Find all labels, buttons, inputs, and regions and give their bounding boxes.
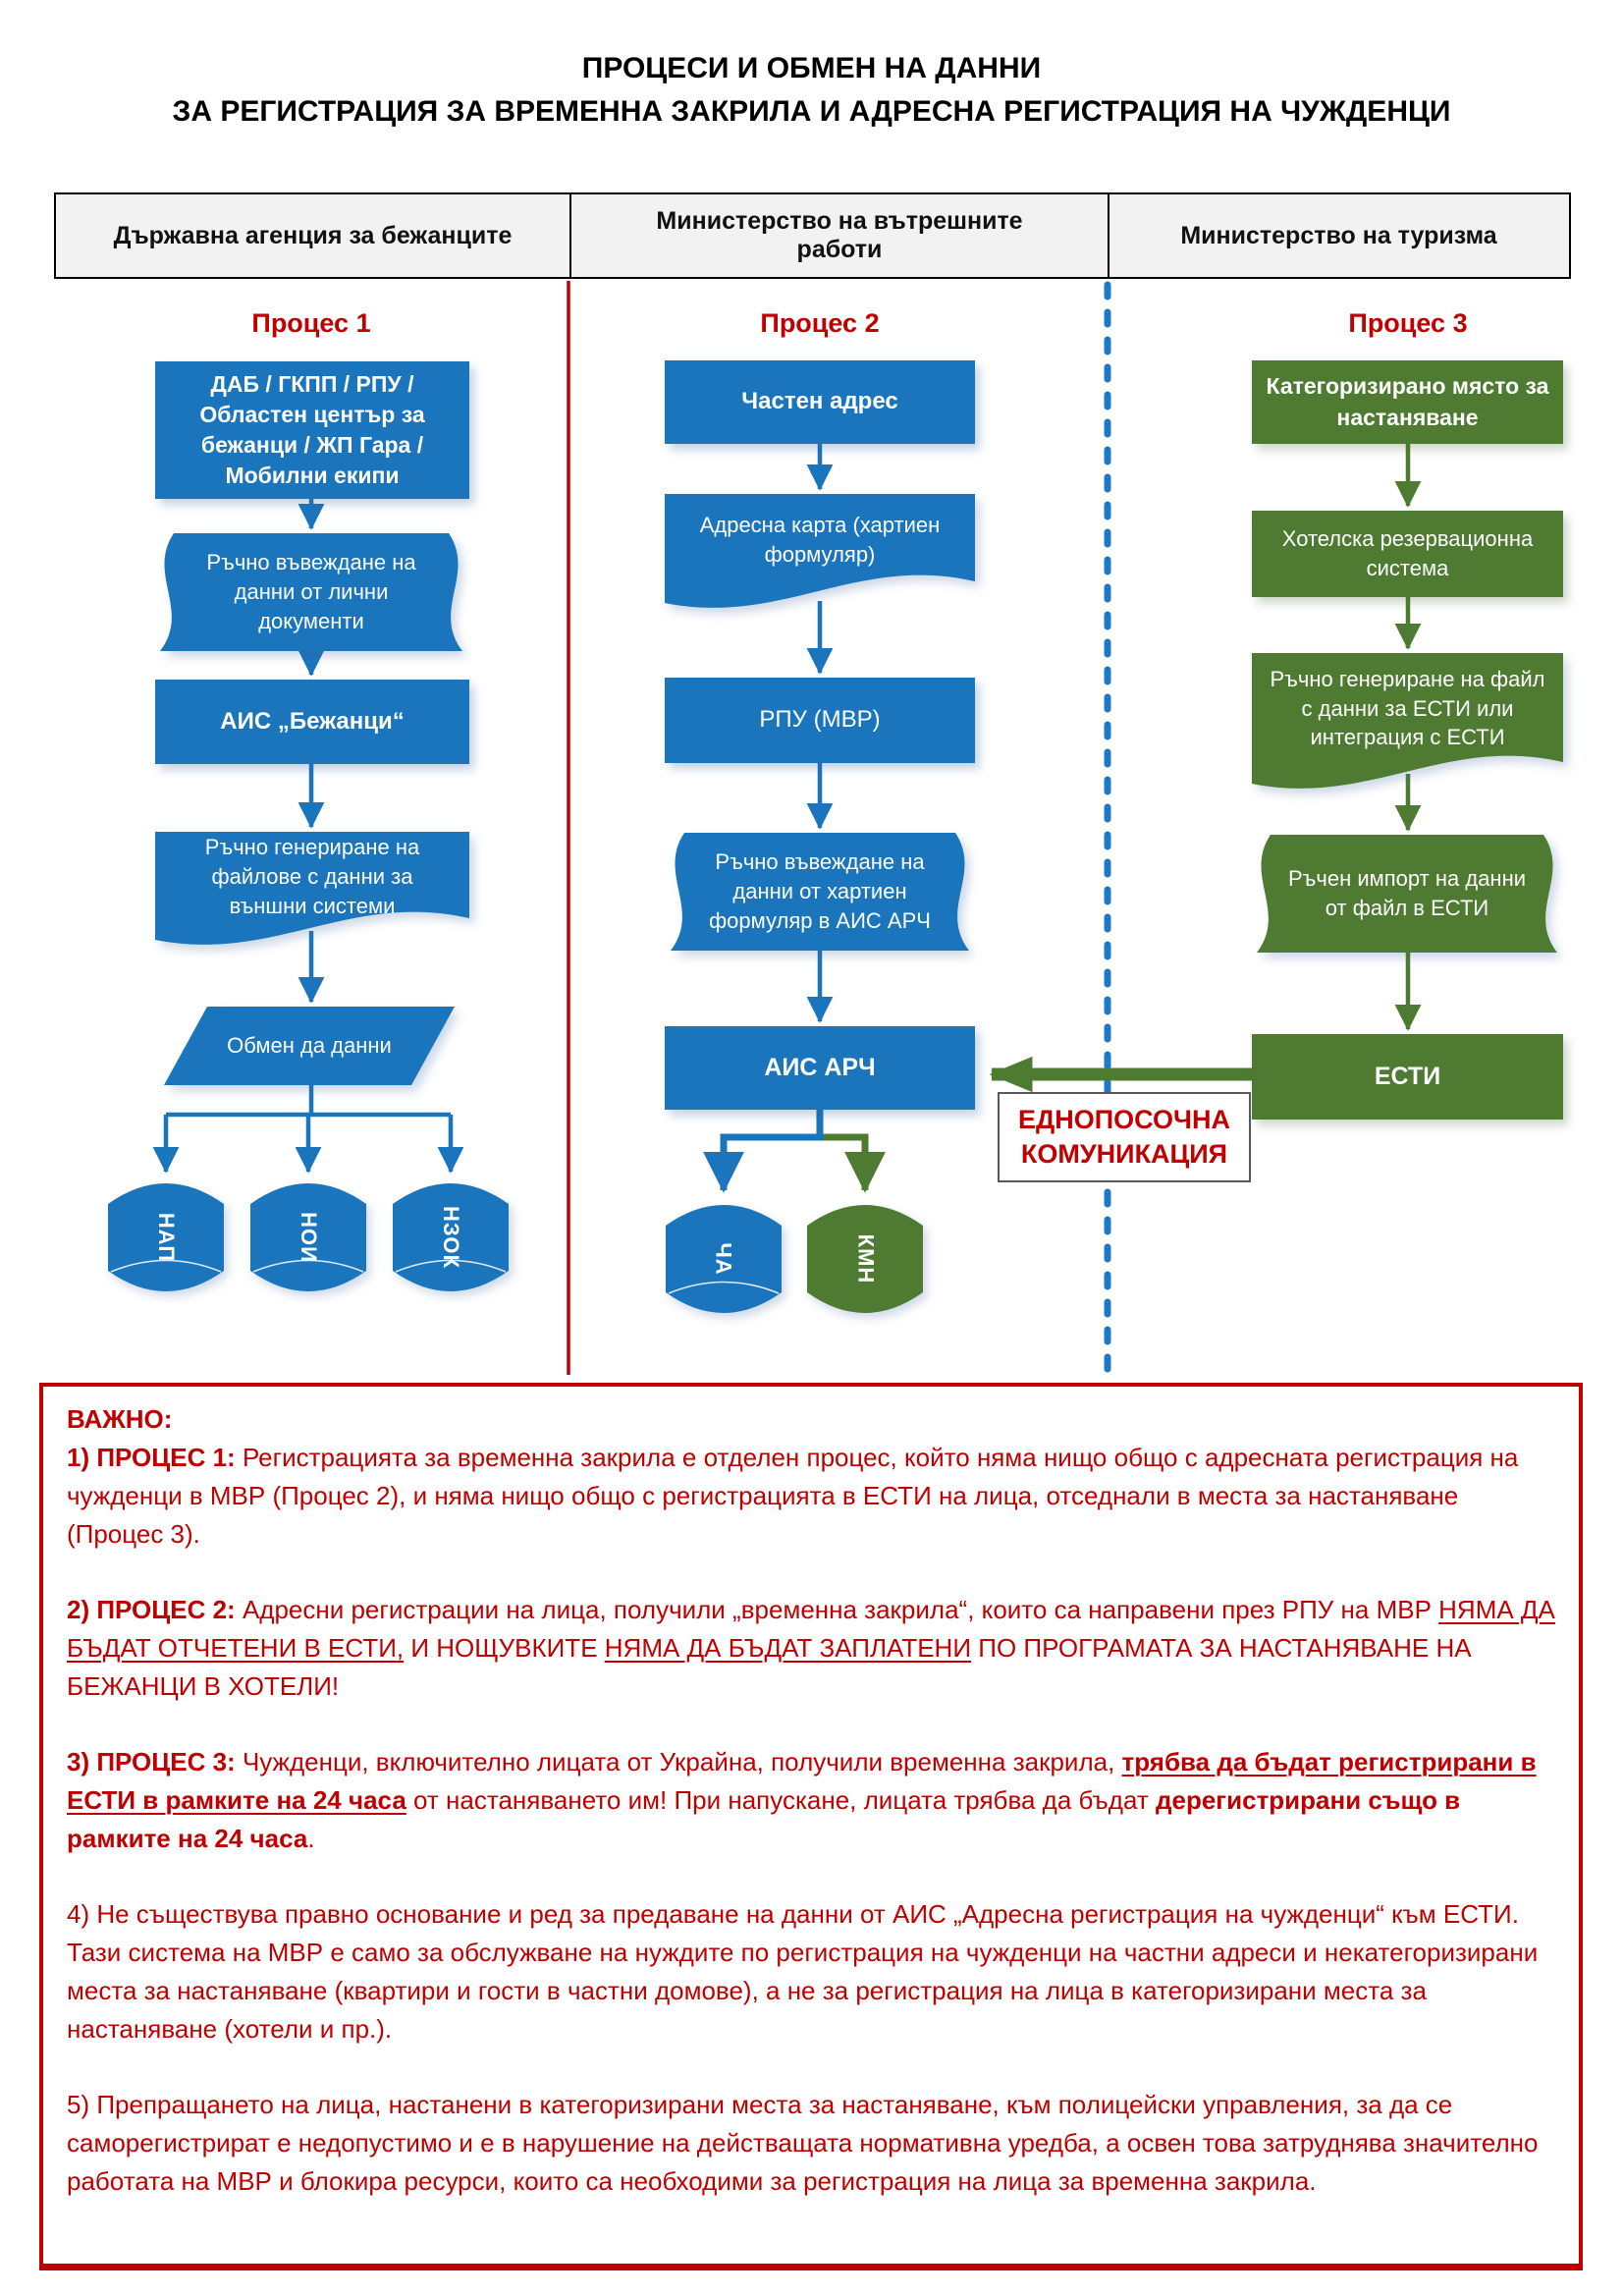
node-manual-file-generation (155, 832, 469, 948)
node-label: Ръчно въвеждане на данни от хартиен формуляр в АИС АРЧ (709, 849, 931, 933)
node-label: АИС „Бежанци“ (220, 707, 405, 735)
important-paragraph: 5) Препращането на лица, настанени в категоризирани места за настаняване, към полицейски управления, за да се саморегистрират е недопустимо и е в нарушение на действащата нормативна уредба, а освен това затруднява значително работата на МВР и блокира ресурси, които са необходими за регистрация на лица за временна закрила. (67, 2090, 1539, 2196)
db-label: КМН (853, 1233, 878, 1285)
node-ais-bezhantsi (155, 680, 469, 764)
node-dab-gkpp-rpu-sources (155, 361, 469, 499)
lane-label: Министерство на вътрешните работи (656, 207, 1023, 263)
db-noi (250, 1178, 366, 1296)
node-rpu-mvr (665, 678, 975, 763)
node-label: Частен адрес (741, 388, 898, 415)
lane-header-tourism-ministry (1108, 194, 1568, 277)
page-title-line2: ЗА РЕГИСТРАЦИЯ ЗА ВРЕМЕННА ЗАКРИЛА И АДРЕСНА РЕГИСТРАЦИЯ НА ЧУЖДЕНЦИ (172, 94, 1451, 128)
node-label: Категоризирано място за настаняване (1266, 373, 1549, 430)
node-address-card-paper-form (665, 494, 975, 611)
important-paragraph: 3) ПРОЦЕС 3: Чужденци, включително лицата от Украйна, получили временна закрила, трябва да бъдат регистрирани в ЕСТИ в рамките на 24 часа от настаняването им! При напускане, лицата трябва да бъдат дерегистрирани също в рамките на 24 часа. (67, 1747, 1537, 1853)
one-way-communication-text: ЕДНОПОСОЧНА КОМУНИКАЦИЯ (1018, 1104, 1230, 1169)
lane-header-refugee-agency (56, 194, 569, 277)
one-way-communication-label (998, 1092, 1251, 1182)
node-private-address (665, 360, 975, 444)
db-nap (108, 1178, 224, 1296)
node-label: Обмен да данни (227, 1033, 392, 1059)
process-1-label: Процес 1 (251, 308, 371, 338)
important-paragraph: 4) Не съществува правно основание и ред за предаване на данни от АИС „Адресна регистрация на чужденци“ към ЕСТИ. Тази система на МВР е само за обслужване на нуждите по регистрация на чужденци на частни адреси и некатегоризирани места за настаняване (квартири и гости в частни домове), а не за регистрация на лица в категоризирани места за настаняване (хотели и пр.). (67, 1899, 1539, 2044)
page-title (0, 47, 1623, 133)
node-label: Адресна карта (хартиен формуляр) (699, 512, 941, 567)
node-label: Ръчно генериране на файлове с данни за външни системи (204, 835, 420, 918)
important-heading: ВАЖНО: (67, 1404, 173, 1434)
node-label: РПУ (МВР) (759, 706, 881, 734)
db-label: НЗОК (438, 1206, 463, 1269)
node-label: ЕСТИ (1374, 1062, 1441, 1090)
db-cha (666, 1200, 782, 1318)
lane-label: Държавна агенция за бежанците (113, 221, 513, 249)
node-manual-entry-paper-form-ais-arch (659, 833, 981, 951)
arrow-ais-arch-to-kmn (820, 1137, 865, 1190)
node-ais-arch (665, 1026, 975, 1110)
node-hotel-reservation-system (1252, 511, 1563, 597)
page-title-line1: ПРОЦЕСИ И ОБМЕН НА ДАННИ (581, 52, 1042, 84)
db-label: ЧА (711, 1242, 736, 1276)
db-kmn (807, 1200, 923, 1318)
lane-header-band (54, 192, 1571, 279)
node-categorized-accommodation (1252, 360, 1563, 444)
important-paragraph: 1) ПРОЦЕС 1: Регистрацията за временна закрила е отделен процес, който няма нищо общо с адресната регистрация на чужденци в МВР (Процес 2), и няма нищо общо с регистрацията в ЕСТИ на лица, отседнали в места за настаняване (Процес 3). (67, 1443, 1519, 1549)
important-paragraphs (67, 1439, 1555, 2201)
process-3-label: Процес 3 (1348, 308, 1468, 338)
lane-header-interior-ministry (569, 194, 1108, 277)
node-data-exchange (164, 1007, 455, 1085)
node-label: ДАБ / ГКПП / РПУ / Областен център за бежанци / ЖП Гара / Мобилни екипи (199, 370, 425, 489)
node-label: Хотелска резервационна система (1281, 526, 1534, 580)
db-label: НОИ (297, 1212, 321, 1263)
node-esti (1252, 1034, 1563, 1120)
node-manual-file-generation-esti (1252, 653, 1563, 792)
db-label: НАП (154, 1212, 179, 1263)
arrow-ais-arch-to-cha (724, 1110, 820, 1190)
db-nzok (393, 1178, 509, 1296)
node-manual-entry-personal-documents (148, 533, 474, 651)
node-label: Ръчен импорт на данни от файл в ЕСТИ (1287, 866, 1527, 920)
node-manual-import-esti (1245, 835, 1569, 953)
important-notice-box (39, 1383, 1583, 2270)
important-paragraph: 2) ПРОЦЕС 2: Адресни регистрации на лица, получили „временна закрила“, които са направени през РПУ на МВР НЯМА ДА БЪДАТ ОТЧЕТЕНИ В ЕСТИ, И НОЩУВКИТЕ НЯМА ДА БЪДАТ ЗАПЛАТЕНИ ПО ПРОГРАМАТА ЗА НАСТАНЯВАНЕ НА БЕЖАНЦИ В ХОТЕЛИ! (67, 1595, 1555, 1701)
node-label: Ръчно въвеждане на данни от лични документи (206, 550, 416, 633)
process-2-label: Процес 2 (760, 308, 880, 338)
node-label: Ръчно генериране на файл с данни за ЕСТИ или интеграция с ЕСТИ (1270, 666, 1545, 750)
node-label: АИС АРЧ (764, 1053, 876, 1081)
lane-label: Министерство на туризма (1180, 221, 1497, 249)
